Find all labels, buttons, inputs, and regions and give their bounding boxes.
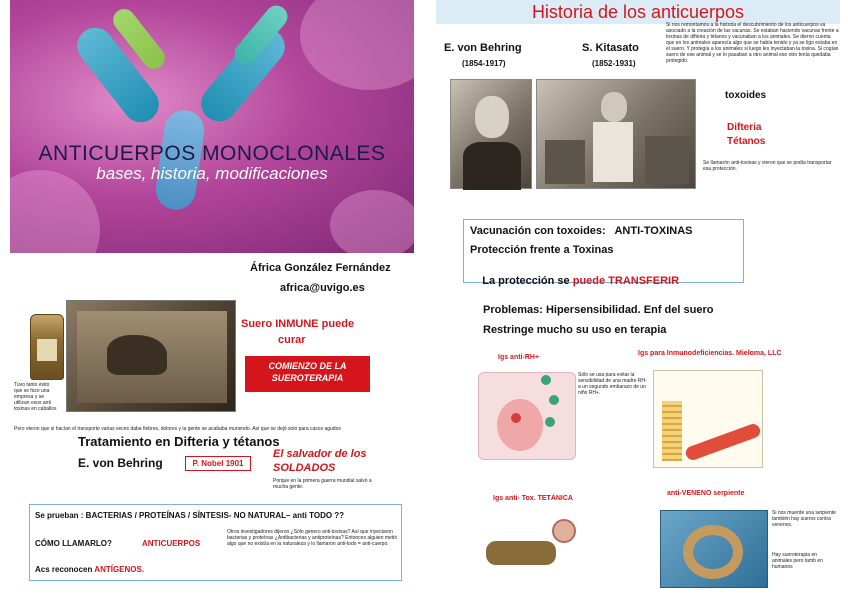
- immunoglobulin-diagram: [653, 370, 763, 468]
- protein-chain-icon: [684, 422, 762, 462]
- toxoids-note: Se llamarón anti-toxinas y vieron que se podía transportar esa protección.: [703, 160, 832, 172]
- protein-strand-icon: [662, 401, 682, 461]
- serum-horse-lab-image: [66, 300, 236, 412]
- background-blob: [300, 0, 414, 90]
- toxoid-tetanus: Tétanos: [727, 136, 766, 147]
- photo-lab-bench: [545, 140, 585, 184]
- naming-note: Otros investigadores dijeron ¿Sólo genero anti-toxinas? Así que inyectaron bacterias y proteínas ¿Antibacterias y antiproteínas? Entonces alguien metió algo que no existía en la naturaleza y lo llamaron anti-todo = anti-cuerpo.: [227, 529, 398, 547]
- serum-bottle-image: [30, 314, 64, 380]
- history-intro: Si nos remontamos a la historia el descubrimiento de los anticuerpos va asociado a la creación de las vacunas. Se estaban haciendo vacunas frente a toxinas de difteria y tétanos y vacunaban a los animales. Se dieron cuenta que en los animales aparecía algo que se había tenido y ya se ligo estaba en el suero. Y protegía a los animales si luego les inyectaban la toxina. Si cogían suero de ese animal y se lo pasaban a otro animal ese otro tenía quedaba protegido.: [666, 22, 839, 64]
- vaccination-line2: Protección frente a Toxinas: [470, 244, 614, 256]
- vaccination-box: [463, 219, 744, 287]
- hero-title: ANTICUERPOS MONOCLONALES: [38, 142, 386, 165]
- rh-pregnancy-illustration: [478, 372, 576, 460]
- venom-note1: Si nos muerde una serpiente también hay sueros contra venenos.: [772, 510, 836, 528]
- savior-line2: SOLDADOS: [273, 462, 336, 474]
- rh-label: Igs anti-RH+: [498, 354, 540, 361]
- transport-note: Pero vieron que si hacían el transporte varias veces daba fiebres, dolores y la gente se acababa muriendo. Así que se dejó solo para casos agudos: [14, 426, 341, 432]
- horse-shape: [107, 335, 167, 375]
- venom-label: anti-VENENO serpiente: [667, 490, 745, 497]
- antibody-dot-icon: [549, 395, 559, 405]
- photo-lab-coat: [593, 122, 633, 182]
- venom-note2: Hay sueroterapia en animales pero tamb en humanos: [772, 552, 823, 570]
- vaccination-line1: Vacunación con toxoides: ANTI-TOXINAS: [470, 225, 693, 237]
- snake-coil-icon: [683, 525, 743, 579]
- naming-answer: ANTICUERPOS: [142, 539, 201, 548]
- right-slide-title: Historia de los anticuerpos: [531, 2, 745, 22]
- vaccination-line3: [470, 263, 679, 299]
- serum-line2: curar: [278, 334, 306, 346]
- transfer-prefix: La protección se: [482, 275, 573, 287]
- photo-face: [601, 92, 627, 122]
- antibody-dot-icon: [541, 375, 551, 385]
- treatment-title: Tratamiento en Difteria y tétanos: [78, 434, 280, 449]
- serotherapy-line2: SUEROTERAPIA: [271, 373, 344, 383]
- behring-portrait: [450, 79, 532, 189]
- portrait-coat: [463, 142, 521, 190]
- behring-heading: E. von Behring: [444, 42, 522, 54]
- naming-question: CÓMO LLAMARLO?: [35, 539, 112, 548]
- photo-lab-equipment: [645, 136, 689, 184]
- toxoid-diphtheria: Difteria: [727, 122, 762, 133]
- author-name: África González Fernández: [250, 262, 391, 274]
- immunodeficiency-label: Igs para Inmunodeficiencias. Mieloma, LLC: [638, 350, 782, 357]
- snake-venom-photo: [660, 510, 768, 588]
- serum-line1: Suero INMUNE puede: [241, 318, 355, 330]
- toxoids-label: toxoides: [725, 90, 767, 101]
- kitasato-heading: S. Kitasato: [582, 42, 639, 54]
- behring-name: E. von Behring: [78, 456, 163, 470]
- antigens-highlight: ANTÍGENOS.: [94, 565, 145, 574]
- problems-line2: Restringe mucho su uso en terapia: [483, 324, 667, 336]
- behring-years: (1854-1917): [462, 59, 506, 68]
- background-blob: [330, 190, 414, 253]
- transfer-highlight: puede TRANSFERIR: [572, 275, 680, 287]
- problems-line1: Problemas: Hipersensibilidad. Enf del suero: [483, 304, 714, 316]
- serotherapy-box: [245, 356, 370, 392]
- bottle-label: [37, 339, 57, 361]
- kitasato-lab-photo: [536, 79, 696, 189]
- hero-slide: [10, 0, 414, 253]
- tetanus-illustration: [486, 515, 576, 571]
- kitasato-years: (1852-1931): [592, 59, 636, 68]
- author-email: africa@uvigo.es: [280, 282, 365, 294]
- serotherapy-line1: COMIENZO DE LA: [268, 361, 347, 371]
- red-cell-icon: [511, 413, 521, 423]
- antigens-line: [35, 565, 144, 574]
- uterus-shape: [497, 399, 543, 451]
- nobel-award-badge: P. Nobel 1901: [185, 456, 251, 471]
- rh-note: Sólo se usa para evitar la sensibilidad de una madre RH- a un segundo embarazo de un niño RH+.: [578, 372, 647, 396]
- savior-note: Porque en la primera guerra mundial salvó a mucha gente.: [273, 478, 372, 490]
- bacteria-magnifier-icon: [552, 519, 576, 543]
- portrait-face: [475, 96, 509, 138]
- right-title-bar: [436, 0, 840, 24]
- hero-subtitle: bases, historia, modificaciones: [96, 164, 328, 183]
- antigens-prefix: Acs reconocen: [35, 565, 93, 574]
- antibody-naming-box: [29, 504, 402, 581]
- antibody-dot-icon: [545, 417, 555, 427]
- foot-wound-icon: [486, 541, 556, 565]
- bottle-caption: Tuvo tanto éxito que se hizo una empresa y se utilizan esos anti toxinas en caballos: [14, 382, 57, 412]
- tetanus-label: Igs anti- Tox. TETÁNICA: [493, 495, 573, 502]
- tested-substances-line: Se prueban : BACTERIAS / PROTEÍNAS / SÍNTESIS- NO NATURAL– anti TODO ??: [35, 511, 345, 520]
- savior-line1: El salvador de los: [273, 448, 367, 460]
